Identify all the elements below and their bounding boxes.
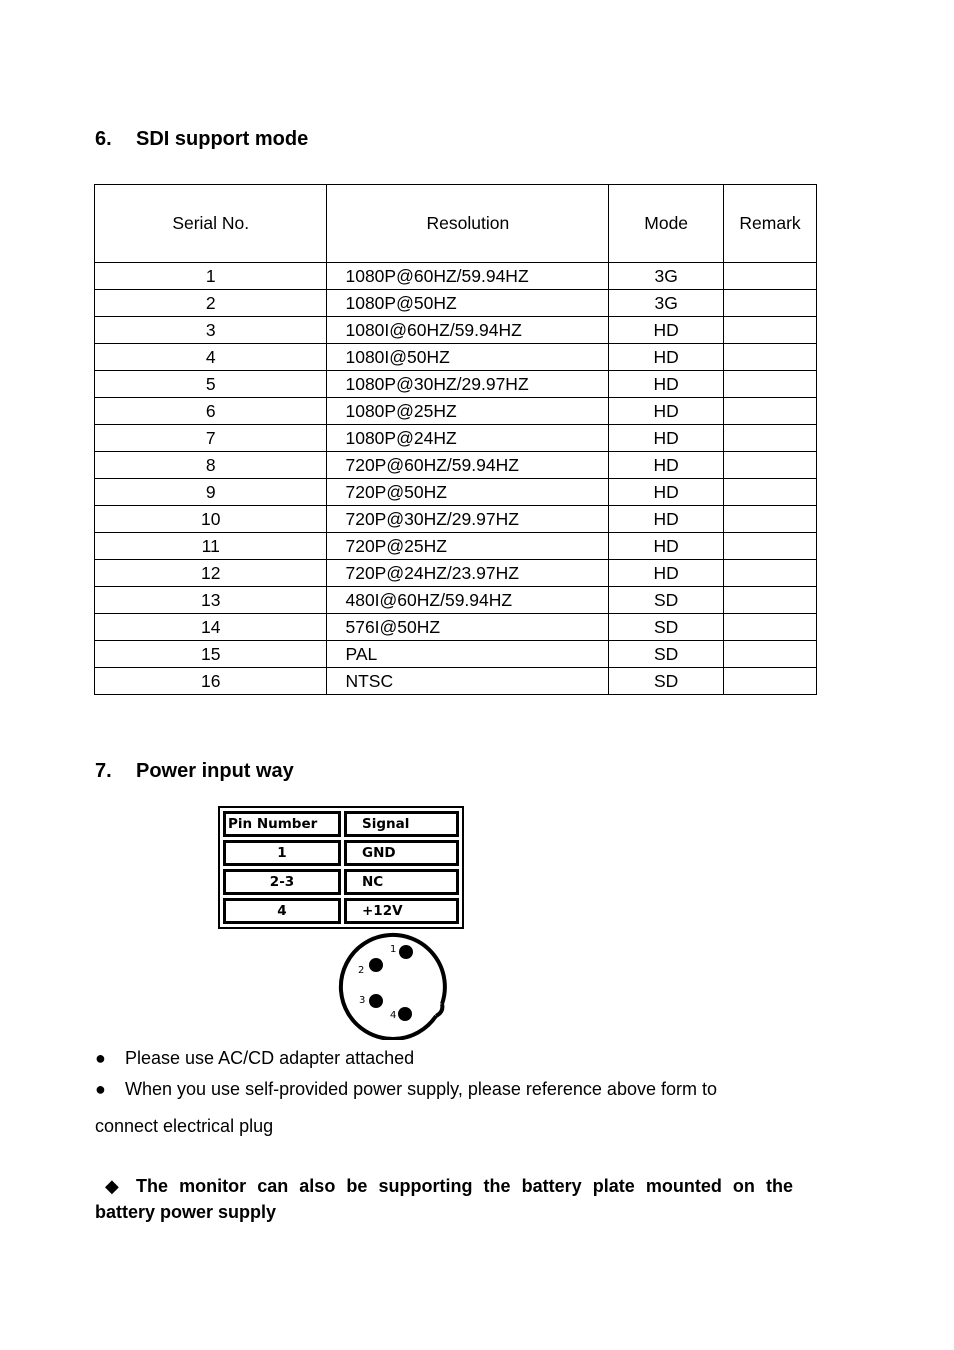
section-number: 7. (95, 760, 112, 782)
remark-cell (724, 452, 817, 479)
column-header-resolution: Resolution (327, 185, 609, 263)
section-7-heading (95, 760, 294, 783)
signal-header: Signal (344, 811, 459, 837)
serial-cell: 14 (95, 614, 327, 641)
note-text-1: The monitor can also be supporting the battery plate mounted on the (136, 1176, 793, 1196)
resolution-cell: 720P@30HZ/29.97HZ (327, 506, 609, 533)
pin-number-cell: 4 (223, 898, 341, 924)
table-header-row (95, 185, 817, 263)
pin-row (223, 840, 459, 866)
pin-row (223, 869, 459, 895)
table-row (95, 290, 817, 317)
mode-cell: SD (609, 614, 724, 641)
resolution-cell: 1080I@60HZ/59.94HZ (327, 317, 609, 344)
resolution-cell: 480I@60HZ/59.94HZ (327, 587, 609, 614)
table-row (95, 668, 817, 695)
table-row (95, 479, 817, 506)
table-row (95, 533, 817, 560)
remark-cell (724, 533, 817, 560)
mode-cell: HD (609, 506, 724, 533)
mode-cell: HD (609, 317, 724, 344)
mode-cell: 3G (609, 290, 724, 317)
bullet-icon: ● (95, 1048, 106, 1068)
pin-1-dot (399, 945, 413, 959)
table-row (95, 317, 817, 344)
remark-cell (724, 317, 817, 344)
pin-number-header: Pin Number (223, 811, 341, 837)
sdi-mode-table (94, 184, 817, 695)
table-row (95, 587, 817, 614)
remark-cell (724, 587, 817, 614)
serial-cell: 7 (95, 425, 327, 452)
serial-cell: 16 (95, 668, 327, 695)
resolution-cell: 720P@50HZ (327, 479, 609, 506)
pin-table (218, 806, 464, 929)
pin-4-dot (398, 1007, 412, 1021)
resolution-cell: 720P@60HZ/59.94HZ (327, 452, 609, 479)
mode-cell: HD (609, 479, 724, 506)
mode-cell: 3G (609, 263, 724, 290)
table-row (95, 344, 817, 371)
table-row (95, 641, 817, 668)
note-line-1 (95, 1173, 793, 1199)
column-header-remark: Remark (724, 185, 817, 263)
serial-cell: 4 (95, 344, 327, 371)
connector-key-notch (436, 1004, 442, 1016)
section-number: 6. (95, 128, 112, 150)
serial-cell: 15 (95, 641, 327, 668)
bullet-continuation-text: connect electrical plug (95, 1116, 274, 1136)
mode-cell: SD (609, 668, 724, 695)
resolution-cell: 1080P@60HZ/59.94HZ (327, 263, 609, 290)
pin-2-dot (369, 958, 383, 972)
remark-cell (724, 506, 817, 533)
pin-number-cell: 2-3 (223, 869, 341, 895)
serial-cell: 3 (95, 317, 327, 344)
mode-cell: HD (609, 533, 724, 560)
serial-cell: 9 (95, 479, 327, 506)
table-row (95, 263, 817, 290)
section-title: SDI support mode (136, 128, 309, 150)
resolution-cell: 1080P@30HZ/29.97HZ (327, 371, 609, 398)
remark-cell (724, 641, 817, 668)
bullet-item (95, 1048, 414, 1069)
pin-table-header-row (223, 811, 459, 837)
column-header-serial: Serial No. (95, 185, 327, 263)
mode-cell: SD (609, 587, 724, 614)
table-row (95, 614, 817, 641)
serial-cell: 1 (95, 263, 327, 290)
mode-cell: HD (609, 344, 724, 371)
pin-number-cell: 1 (223, 840, 341, 866)
resolution-cell: 1080P@25HZ (327, 398, 609, 425)
table-row (95, 425, 817, 452)
mode-cell: HD (609, 371, 724, 398)
mode-cell: HD (609, 398, 724, 425)
pin-3-label: 3 (359, 995, 366, 1006)
column-header-mode: Mode (609, 185, 724, 263)
remark-cell (724, 668, 817, 695)
serial-cell: 2 (95, 290, 327, 317)
signal-cell: +12V (344, 898, 459, 924)
signal-cell: NC (344, 869, 459, 895)
resolution-cell: PAL (327, 641, 609, 668)
resolution-cell: 720P@25HZ (327, 533, 609, 560)
remark-cell (724, 263, 817, 290)
resolution-cell: 1080P@50HZ (327, 290, 609, 317)
diamond-icon: ◆ (105, 1176, 125, 1196)
table-row (95, 398, 817, 425)
table-row (95, 371, 817, 398)
remark-cell (724, 614, 817, 641)
remark-cell (724, 425, 817, 452)
table-row (95, 560, 817, 587)
table-row (95, 506, 817, 533)
resolution-cell: 1080I@50HZ (327, 344, 609, 371)
sdi-table-body (95, 263, 817, 695)
remark-cell (724, 344, 817, 371)
serial-cell: 10 (95, 506, 327, 533)
remark-cell (724, 479, 817, 506)
bullet-item (95, 1079, 717, 1100)
remark-cell (724, 290, 817, 317)
resolution-cell: 720P@24HZ/23.97HZ (327, 560, 609, 587)
mode-cell: HD (609, 560, 724, 587)
pin-2-label: 2 (358, 965, 365, 976)
mode-cell: HD (609, 425, 724, 452)
serial-cell: 5 (95, 371, 327, 398)
remark-cell (724, 398, 817, 425)
bullet-text: Please use AC/CD adapter attached (125, 1048, 415, 1068)
battery-note (95, 1173, 793, 1225)
remark-cell (724, 560, 817, 587)
pin-row (223, 898, 459, 924)
resolution-cell: 576I@50HZ (327, 614, 609, 641)
mode-cell: HD (609, 452, 724, 479)
note-line-2: battery power supply (95, 1202, 277, 1222)
remark-cell (724, 371, 817, 398)
pin-1-label: 1 (390, 944, 397, 955)
mode-cell: SD (609, 641, 724, 668)
serial-cell: 11 (95, 533, 327, 560)
table-row (95, 452, 817, 479)
serial-cell: 8 (95, 452, 327, 479)
serial-cell: 13 (95, 587, 327, 614)
resolution-cell: 1080P@24HZ (327, 425, 609, 452)
bullet-text: When you use self-provided power supply, please reference above form to (125, 1079, 717, 1099)
bullet-icon: ● (95, 1079, 106, 1099)
signal-cell: GND (344, 840, 459, 866)
serial-cell: 12 (95, 560, 327, 587)
connector-pinout-diagram (330, 928, 460, 1040)
pin-3-dot (369, 994, 383, 1008)
serial-cell: 6 (95, 398, 327, 425)
section-6-heading (95, 128, 308, 151)
pin-4-label: 4 (390, 1010, 397, 1021)
resolution-cell: NTSC (327, 668, 609, 695)
section-title: Power input way (136, 760, 294, 782)
